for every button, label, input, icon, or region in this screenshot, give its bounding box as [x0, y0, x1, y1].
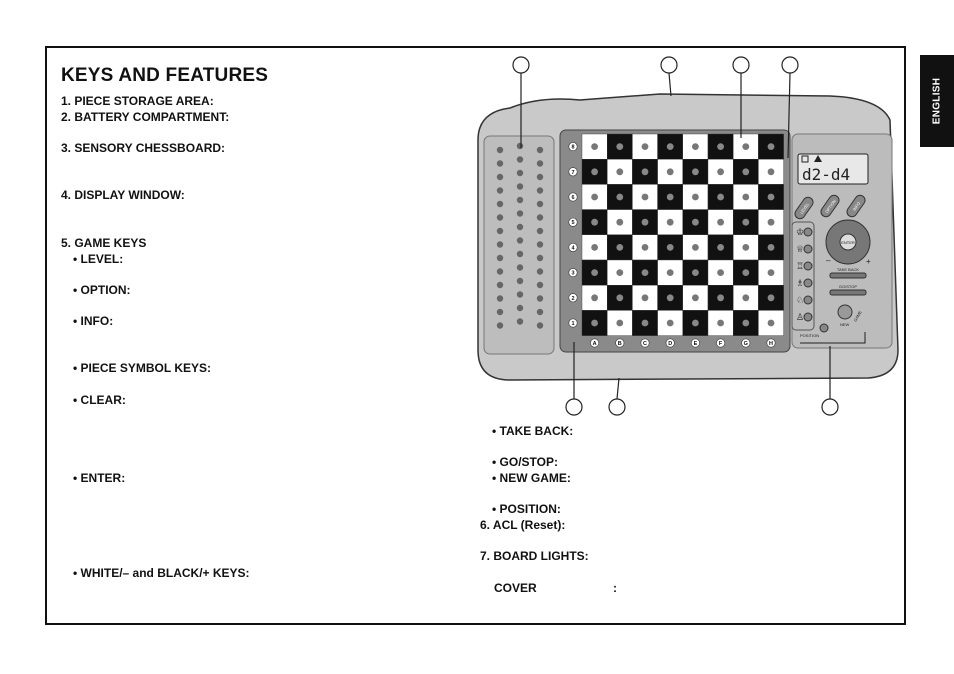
square-led: [768, 320, 775, 327]
storage-hole: [497, 160, 503, 166]
black-plus-label: +: [866, 257, 871, 266]
storage-hole: [537, 268, 543, 274]
square-led: [667, 244, 674, 251]
storage-hole: [497, 201, 503, 207]
item-chessboard: 3. SENSORY CHESSBOARD:: [61, 141, 226, 155]
storage-hole: [537, 309, 543, 315]
storage-hole: [497, 295, 503, 301]
item-info: • INFO:: [73, 314, 114, 328]
new-label: NEW: [840, 322, 850, 327]
storage-hole: [537, 255, 543, 261]
new-game-key[interactable]: [838, 305, 852, 319]
item-piece-storage: 1. PIECE STORAGE AREA:: [61, 94, 214, 108]
callout-display: [782, 57, 798, 73]
storage-hole: [517, 318, 523, 324]
square-led: [742, 168, 749, 175]
storage-hole: [517, 237, 523, 243]
square-led: [742, 143, 749, 150]
chess-computer-illustration: [470, 50, 900, 430]
storage-hole: [497, 322, 503, 328]
leader-battery: [669, 73, 671, 96]
square-led: [591, 194, 598, 201]
square-led: [591, 244, 598, 251]
storage-hole: [517, 143, 523, 149]
item-take-back: • TAKE BACK:: [492, 424, 574, 438]
square-led: [616, 244, 623, 251]
square-led: [667, 143, 674, 150]
rank-label: 4: [571, 245, 575, 252]
square-led: [717, 219, 724, 226]
storage-hole: [497, 214, 503, 220]
square-led: [742, 244, 749, 251]
square-led: [768, 244, 775, 251]
storage-hole: [517, 210, 523, 216]
game-label: GAME: [852, 309, 863, 323]
go-stop-label: GO/STOP: [838, 284, 858, 289]
storage-hole: [537, 214, 543, 220]
square-led: [591, 294, 598, 301]
piece-symbol-key[interactable]: [804, 245, 812, 253]
square-led: [692, 194, 699, 201]
board-squares: [582, 134, 784, 336]
info-key-label: INFO: [851, 200, 862, 212]
callout-acl: [609, 399, 625, 415]
storage-hole: [497, 228, 503, 234]
file-label: G: [743, 341, 748, 347]
piece-symbol-icon: ♗: [796, 278, 805, 288]
storage-hole: [497, 268, 503, 274]
square-led: [616, 143, 623, 150]
option-key-label: OPTION: [823, 198, 837, 215]
item-battery: 2. BATTERY COMPARTMENT:: [61, 110, 230, 124]
callout-chessboard: [733, 57, 749, 73]
square-led: [742, 320, 749, 327]
item-level: • LEVEL:: [73, 252, 124, 266]
storage-hole: [537, 228, 543, 234]
square-led: [667, 269, 674, 276]
item-game-keys: 5. GAME KEYS: [61, 236, 147, 250]
square-led: [692, 294, 699, 301]
square-led: [591, 269, 598, 276]
file-label: E: [693, 341, 698, 347]
square-led: [717, 143, 724, 150]
item-acl-reset: 6. ACL (Reset):: [480, 518, 566, 532]
piece-symbol-icon: ♘: [796, 295, 805, 305]
square-led: [692, 269, 699, 276]
item-white-black-keys: • WHITE/– and BLACK/+ KEYS:: [73, 566, 250, 580]
take-back-key[interactable]: [830, 273, 866, 278]
square-led: [692, 244, 699, 251]
item-board-lights: 7. BOARD LIGHTS:: [480, 549, 589, 563]
storage-hole: [497, 174, 503, 180]
storage-hole: [517, 251, 523, 257]
square-led: [768, 143, 775, 150]
storage-hole: [517, 197, 523, 203]
square-led: [742, 194, 749, 201]
square-led: [692, 219, 699, 226]
rank-label: 7: [571, 169, 575, 176]
file-label: A: [592, 341, 597, 347]
square-led: [591, 219, 598, 226]
square-led: [616, 168, 623, 175]
storage-hole: [537, 295, 543, 301]
rank-label: 6: [571, 195, 575, 201]
storage-hole: [517, 291, 523, 297]
square-led: [717, 320, 724, 327]
square-led: [667, 219, 674, 226]
square-led: [768, 219, 775, 226]
enter-key-label: ENTER: [841, 240, 855, 245]
go-stop-key[interactable]: [830, 290, 866, 295]
language-tab-label: ENGLISH: [931, 77, 943, 125]
piece-symbol-icon: ♔: [796, 227, 805, 237]
page-title: KEYS AND FEATURES: [61, 65, 269, 86]
callout-game-keys: [822, 399, 838, 415]
storage-hole: [537, 187, 543, 193]
piece-symbol-icon: ♕: [796, 244, 805, 254]
square-led: [667, 168, 674, 175]
square-led: [742, 294, 749, 301]
square-led: [667, 320, 674, 327]
position-key[interactable]: [820, 324, 828, 332]
square-led: [642, 294, 649, 301]
white-minus-label: –: [826, 256, 831, 265]
position-label: POSITION: [800, 333, 820, 338]
square-led: [642, 269, 649, 276]
square-led: [591, 168, 598, 175]
square-led: [717, 244, 724, 251]
storage-hole: [537, 174, 543, 180]
rank-label: 1: [571, 321, 575, 327]
item-clear: • CLEAR:: [73, 393, 126, 407]
rank-label: 8: [571, 144, 575, 151]
storage-hole: [517, 278, 523, 284]
storage-hole: [497, 282, 503, 288]
square-led: [616, 294, 623, 301]
storage-hole: [537, 147, 543, 153]
callout-storage: [513, 57, 529, 73]
square-led: [692, 320, 699, 327]
callout-board-lights: [566, 399, 582, 415]
storage-hole: [517, 305, 523, 311]
callout-battery: [661, 57, 677, 73]
piece-symbol-key[interactable]: [804, 262, 812, 270]
storage-hole: [517, 156, 523, 162]
storage-hole: [517, 170, 523, 176]
rank-label: 5: [571, 220, 575, 227]
item-display-window: 4. DISPLAY WINDOW:: [61, 188, 185, 202]
item-cover-colon: :: [613, 581, 617, 595]
rank-label: 3: [571, 270, 575, 277]
storage-hole: [497, 147, 503, 153]
storage-hole: [537, 241, 543, 247]
square-led: [717, 194, 724, 201]
storage-hole: [497, 309, 503, 315]
file-label: C: [643, 341, 647, 347]
take-back-label: TAKE BACK: [836, 267, 860, 272]
storage-hole: [517, 224, 523, 230]
level-key-label: LEVEL: [798, 201, 811, 215]
square-led: [642, 219, 649, 226]
piece-symbol-icon: ♙: [796, 312, 805, 322]
square-led: [717, 269, 724, 276]
file-label: D: [668, 341, 673, 347]
piece-symbol-key[interactable]: [804, 296, 812, 304]
item-new-game: • NEW GAME:: [492, 471, 571, 485]
square-led: [642, 244, 649, 251]
piece-symbol-key[interactable]: [804, 279, 812, 287]
item-go-stop: • GO/STOP:: [492, 455, 558, 469]
square-led: [616, 269, 623, 276]
square-led: [692, 143, 699, 150]
storage-hole: [497, 255, 503, 261]
square-led: [692, 168, 699, 175]
square-led: [717, 168, 724, 175]
storage-hole: [517, 183, 523, 189]
square-led: [591, 143, 598, 150]
file-label: H: [769, 341, 773, 347]
display-text: d2-d4: [802, 165, 851, 184]
piece-symbol-key[interactable]: [804, 313, 812, 321]
square-led: [742, 219, 749, 226]
item-piece-symbol-keys: • PIECE SYMBOL KEYS:: [73, 361, 212, 375]
storage-hole: [537, 160, 543, 166]
piece-symbol-icon: ♖: [796, 261, 805, 271]
storage-hole: [537, 282, 543, 288]
storage-hole: [537, 201, 543, 207]
square-led: [616, 219, 623, 226]
square-led: [717, 294, 724, 301]
square-led: [642, 168, 649, 175]
square-led: [768, 294, 775, 301]
file-label: F: [718, 341, 723, 347]
file-label: B: [617, 341, 622, 347]
square-led: [768, 269, 775, 276]
storage-hole: [497, 241, 503, 247]
piece-symbol-key[interactable]: [804, 228, 812, 236]
storage-hole: [517, 264, 523, 270]
square-led: [667, 194, 674, 201]
square-led: [591, 320, 598, 327]
item-position: • POSITION:: [492, 502, 561, 516]
square-led: [742, 269, 749, 276]
square-led: [768, 194, 775, 201]
square-led: [616, 194, 623, 201]
item-enter: • ENTER:: [73, 471, 126, 485]
item-option: • OPTION:: [73, 283, 131, 297]
square-led: [642, 143, 649, 150]
storage-hole: [537, 322, 543, 328]
square-led: [616, 320, 623, 327]
square-led: [642, 194, 649, 201]
square-led: [642, 320, 649, 327]
square-led: [768, 168, 775, 175]
item-cover: COVER: [494, 581, 537, 595]
leader-acl: [617, 378, 619, 399]
language-tab: [920, 55, 954, 147]
square-led: [667, 294, 674, 301]
rank-label: 2: [571, 295, 575, 302]
storage-hole: [497, 187, 503, 193]
